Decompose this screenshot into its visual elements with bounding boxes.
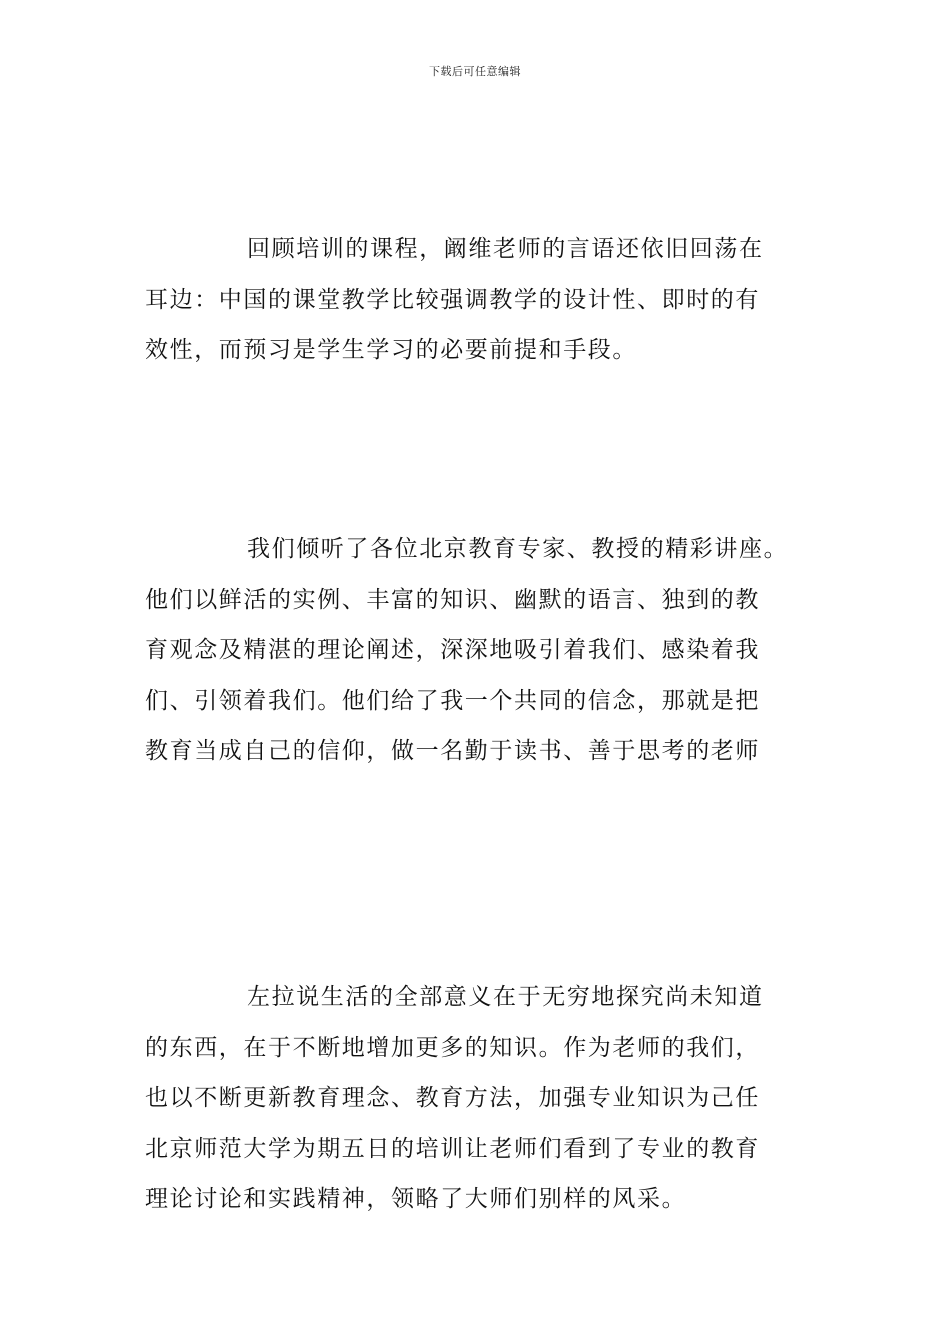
paragraph-2	[145, 524, 835, 777]
paragraph-3	[145, 972, 835, 1225]
paragraph-line: 左拉说生活的全部意义在于无穷地探究尚未知道	[247, 984, 764, 1010]
paragraph-line: 理论讨论和实践精神，领略了大师们别样的风采。	[145, 1186, 687, 1212]
paragraph-line: 教育当成自己的信仰，做一名勤于读书、善于思考的老师	[145, 738, 760, 764]
paragraph-line: 也以不断更新教育理念、教育方法，加强专业知识为己任	[145, 1085, 760, 1111]
paragraph-line: 们、引领着我们。他们给了我一个共同的信念，那就是把	[145, 687, 760, 714]
paragraph-line: 北京师范大学为期五日的培训让老师们看到了专业的教育	[145, 1135, 760, 1162]
paragraph-line: 的东西，在于不断地增加更多的知识。作为老师的我们，	[145, 1034, 760, 1061]
paragraph-line: 耳边：中国的课堂教学比较强调教学的设计性、即时的有	[145, 286, 760, 313]
paragraph-1	[145, 224, 835, 376]
paragraph-line: 育观念及精湛的理论阐述，深深地吸引着我们、感染着我	[145, 637, 760, 663]
paragraph-line: 他们以鲜活的实例、丰富的知识、幽默的语言、独到的教	[145, 586, 760, 613]
paragraph-line: 我们倾听了各位北京教育专家、教授的精彩讲座。	[247, 536, 789, 562]
paragraph-line: 回顾培训的课程，阚维老师的言语还依旧回荡在	[247, 236, 764, 262]
header-note: 下载后可任意编辑	[429, 65, 521, 78]
paragraph-line: 效性，而预习是学生学习的必要前提和手段。	[145, 337, 637, 363]
